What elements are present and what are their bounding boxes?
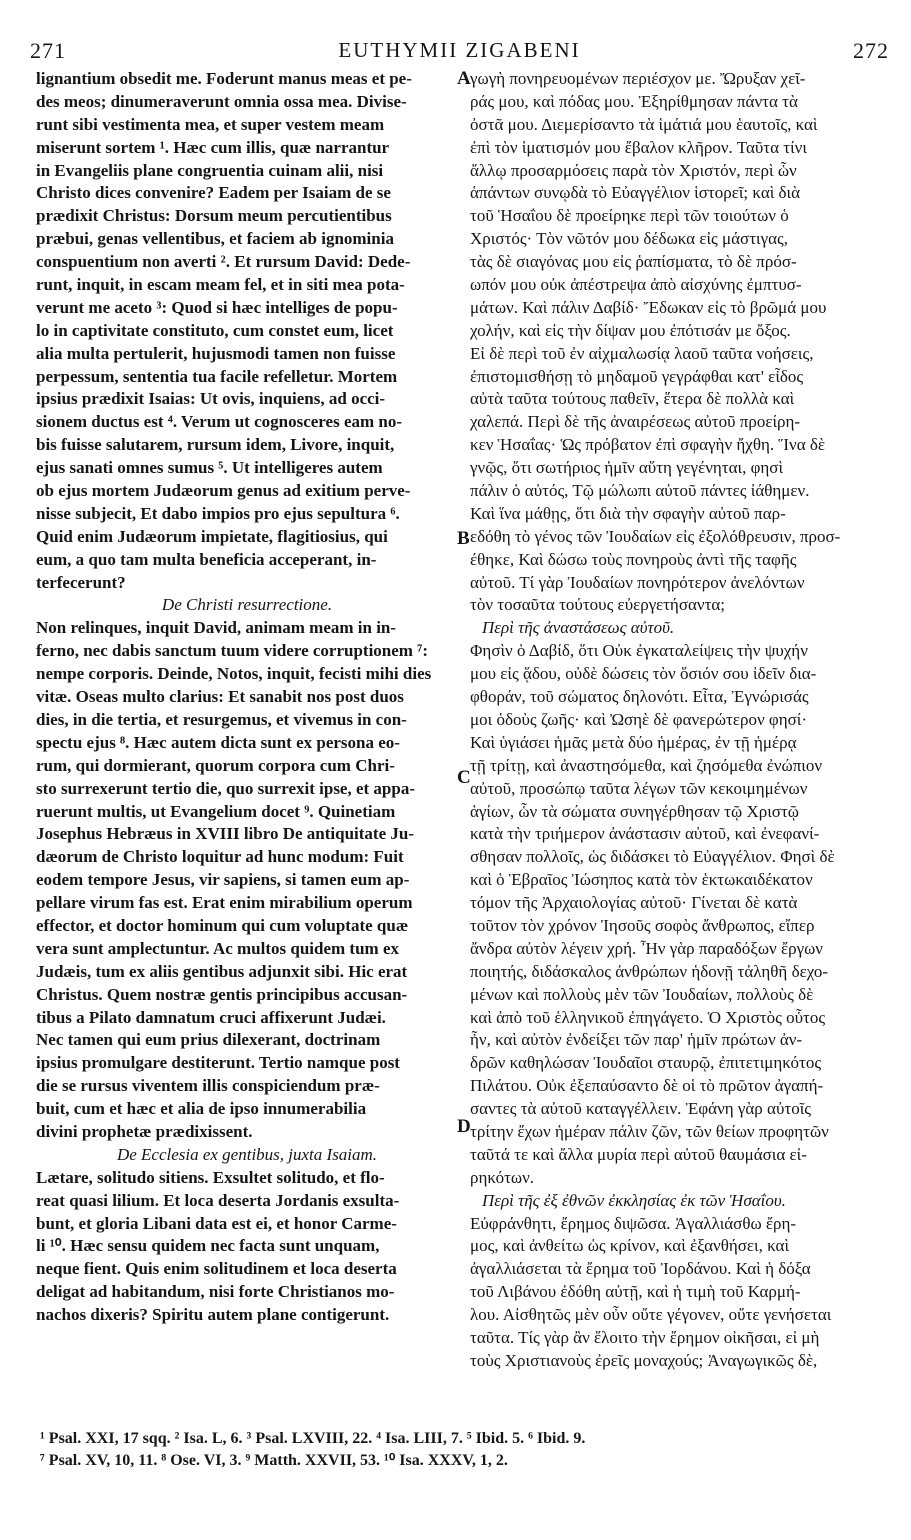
text-line: πάλιν ὁ αὐτός, Τῷ μώλωπι αὐτοῦ πάντες ἰάθημεν.: [470, 481, 810, 501]
text-line: bunt, et gloria Libani data est ei, et honor Carme-: [36, 1213, 397, 1233]
greek-column: [470, 68, 902, 1373]
text-line: Josephus Hebræus in XVIII libro De antiquitate Ju-: [36, 824, 415, 844]
text-line: dæorum de Christo loquitur ad hunc modum: Fuit: [36, 847, 404, 867]
text-line: des meos; dinumeraverunt omnia ossa mea. Divise-: [36, 91, 407, 111]
text-line: ἀγαλλιάσεται τὰ ἔρημα τοῦ Ἰορδάνου. Καὶ ἡ δόξα: [470, 1259, 811, 1279]
text-line: αὐτοῦ, προσώπῳ ταῦτα λέγων τῶν κεκοιμημένων: [470, 778, 808, 798]
text-line: sto surrexerunt tertio die, quo surrexit ipse, et appa-: [36, 778, 416, 798]
text-line: tibus a Pilato damnatum cruci affixerunt Judæi.: [36, 1007, 386, 1027]
text-line: lo in captivitate constituto, cum constet eum, licet: [36, 320, 394, 340]
text-line: alia multa pertulerit, hujusmodi tamen non fuisse: [36, 343, 396, 363]
text-line: die se rursus viventem illis conspiciendum præ-: [36, 1076, 380, 1096]
margin-marker-d: D: [457, 1116, 471, 1137]
text-line: li ¹⁰. Hæc sensu quidem nec facta sunt unquam,: [36, 1236, 380, 1256]
text-line: eum, a quo tam multa beneficia acceperant, in-: [36, 549, 377, 569]
text-line: ὀστᾶ μου. Διεμερίσαντο τὰ ἱμάτιά μου ἑαυτοῖς, καὶ: [470, 114, 818, 134]
text-line: δρῶν καθηλώσαν Ἰουδαῖοι σταυρῷ, ἐπιτετιμηκότος: [470, 1053, 822, 1073]
text-line: μοι ὁδοὺς ζωῆς· καὶ Ὠσηὲ δὲ φανερώτερον φησί·: [470, 709, 807, 729]
text-line: τοῦ Λιβάνου ἐδόθη αὐτῇ, καὶ ἡ τιμὴ τοῦ Καρμή-: [470, 1282, 801, 1302]
text-line: ruerunt multis, ut Evangelium docet ⁹. Quinetiam: [36, 801, 396, 821]
text-line: γωγὴ πονηρευομένων περιέσχον με. Ὤρυξαν χεῖ-: [470, 69, 806, 88]
text-line: perpessum, sententia tua facile refelletur. Mortem: [36, 366, 398, 386]
text-line: buit, cum et hæc et alia de ipso innumerabilia: [36, 1099, 367, 1119]
text-line: verunt me aceto ³: Quod si hæc intelliges de popu-: [36, 297, 398, 317]
margin-marker-c: C: [457, 767, 471, 788]
right-page-number: 272: [853, 38, 889, 63]
text-line: Χριστός· Τὸν νῶτόν μου δέδωκα εἰς μάστιγας,: [470, 229, 789, 249]
text-line: έθηκε, Καὶ δώσω τοὺς πονηροὺς ἀντὶ τῆς ταφῆς: [470, 549, 797, 569]
section-heading-resurrection: De Christi resurrectione.: [161, 595, 333, 615]
margin-marker-a: A: [457, 68, 471, 89]
text-line: τρίτην ἔχων ἡμέραν πάλιν ζῶν, τῶν θείων προφητῶν: [470, 1121, 829, 1141]
footnote-line: ⁷ Psal. XV, 10, 11. ⁸ Ose. VI, 3. ⁹ Matth. XXVII, 53. ¹⁰ Isa. XXXV, 1, 2.: [40, 1452, 508, 1469]
text-line: Φησὶν ὁ Δαβίδ, ὅτι Οὐκ ἐγκαταλείψεις τὴν ψυχήν: [470, 641, 808, 661]
text-line: spectu ejus ⁸. Hæc autem dicta sunt ex persona eo-: [36, 732, 400, 752]
section-heading-ecclesia: Περὶ τῆς ἐξ ἐθνῶν ἐκκλησίας ἐκ τῶν Ἡσαΐου.: [482, 1190, 786, 1210]
text-line: καὶ ἀπὸ τοῦ ἑλληνικοῦ ἐπηγάγετο. Ὁ Χριστὸς οὗτος: [470, 1007, 826, 1027]
latin-column: [36, 68, 458, 1327]
text-line: κατὰ τὴν τριήμερον ἀνάστασιν αὐτοῦ, καὶ ἐνεφανί-: [470, 824, 820, 844]
text-line: Πιλάτου. Οὐκ ἐξεπαύσαντο δὲ οἱ τὸ πρῶτον ἀγαπή-: [470, 1076, 824, 1096]
text-line: dies, in die tertia, et resurgemus, et vivemus in con-: [36, 709, 407, 729]
running-title: EUTHYMII ZIGABENI: [338, 38, 581, 62]
text-line: reat quasi lilium. Et loca deserta Jordanis exsulta-: [36, 1190, 400, 1210]
text-line: deligat ad habitandum, nisi forte Christianos mo-: [36, 1282, 395, 1302]
text-line: ipsius prædixit Isaias: Ut ovis, inquiens, ad occi-: [36, 389, 386, 409]
text-line: τὸν τοσαῦτα τούτους εὐεργετήσαντα;: [470, 595, 726, 615]
margin-marker-b: B: [457, 528, 470, 549]
text-line: ἦν, καὶ αὐτὸν ἐνδείξει τῶν παρ' ἡμῖν πρώτων ἀν-: [470, 1030, 803, 1050]
text-line: Lætare, solitudo sitiens. Exsultet solitudo, et flo-: [36, 1167, 385, 1187]
section-heading-resurrection: Περὶ τῆς ἀναστάσεως αὐτοῦ.: [482, 618, 675, 638]
footnote-line: ¹ Psal. XXI, 17 sqq. ² Isa. L, 6. ³ Psal. LXVIII, 22. ⁴ Isa. LIII, 7. ⁵ Ibid. 5. ⁶ Ibid. 9.: [40, 1430, 586, 1447]
text-line: conspuentium non averti ². Et rursum David: Dede-: [36, 252, 411, 272]
section-heading-ecclesia: De Ecclesia ex gentibus, juxta Isaiam.: [116, 1144, 378, 1164]
text-line: rum, qui dormierant, quorum corpora cum Chri-: [36, 755, 395, 775]
text-line: Non relinques, inquit David, animam meam in in-: [36, 618, 397, 638]
text-line: Christus. Quem nostræ gentis principibus accusan-: [36, 984, 408, 1004]
text-line: εδόθη τὸ γένος τῶν Ἰουδαίων εἰς ἐξολόθρευσιν, προσ-: [470, 526, 841, 546]
text-line: αὐτὰ ταῦτα τούτους παθεῖν, ἕτερα δὲ πολλὰ καὶ: [470, 389, 795, 409]
text-line: Quid enim Judæorum impietate, flagitiosius, qui: [36, 526, 388, 546]
text-line: lignantium obsedit me. Foderunt manus meas et pe-: [36, 69, 412, 88]
text-line: λου. Αἰσθητῶς μὲν οὖν οὔτε γέγονεν, οὔτε γενήσεται: [470, 1305, 832, 1325]
text-line: pellare virum fas est. Erat enim mirabilium operum: [36, 893, 413, 913]
text-line: vitæ. Oseas multo clarius: Et sanabit nos post duos: [36, 687, 404, 707]
text-line: κεν Ἡσαΐας· Ὡς πρόβατον ἐπὶ σφαγὴν ἤχθη. Ἵνα δὲ: [470, 435, 825, 455]
text-line: μένων καὶ πολλοὺς μὲν τῶν Ἰουδαίων, πολλοὺς δὲ: [470, 984, 814, 1004]
text-line: ἄνδρα αὐτὸν λέγειν χρή. Ἦν γὰρ παραδόξων ἔργων: [470, 938, 823, 958]
text-line: prædixit Christus: Dorsum meum percutientibus: [36, 206, 392, 226]
text-line: ἁγίων, ὧν τὰ σώματα συνηγέρθησαν τῷ Χριστῷ: [470, 801, 799, 821]
text-line: Καὶ ἵνα μάθῃς, ὅτι διὰ τὴν σφαγὴν αὐτοῦ παρ-: [470, 503, 786, 523]
text-line: τόμον τῆς Ἀρχαιολογίας αὐτοῦ· Γίνεται δὲ κατὰ: [470, 893, 798, 913]
text-line: Nec tamen qui eum prius dilexerant, doctrinam: [36, 1030, 381, 1050]
text-line: μου εἰς ᾅδου, οὐδὲ δώσεις τὸν ὅσιόν σου ἰδεῖν δια-: [470, 664, 817, 684]
text-line: τῇ τρίτῃ, καὶ ἀναστησόμεθα, καὶ ζησόμεθα ἐνώπιον: [470, 755, 823, 775]
text-line: αὐτοῦ. Τί γὰρ Ἰουδαίων πονηρότερον ἀνελόντων: [470, 572, 805, 592]
text-line: ipsius promulgare destiterunt. Tertio namque post: [36, 1053, 400, 1073]
text-line: præbui, genas vellentibus, et faciem ab ignominia: [36, 229, 394, 249]
text-line: γνῷς, ὅτι σωτήριος ἡμῖν αὕτη γεγένηται, φησὶ: [470, 458, 784, 478]
text-line: ταῦτά τε καὶ ἄλλα μυρία περὶ αὐτοῦ θαυμάσια εἰ-: [470, 1144, 807, 1164]
text-line: terfecerunt?: [36, 572, 126, 592]
text-line: neque fient. Quis enim solitudinem et loca deserta: [36, 1259, 397, 1279]
text-line: Καὶ ὑγιάσει ἡμᾶς μετὰ δύο ἡμέρας, ἐν τῇ ἡμέρᾳ: [470, 732, 797, 752]
text-line: μάτων. Καὶ πάλιν Δαβίδ· Ἔδωκαν εἰς τὸ βρῶμά μου: [470, 297, 827, 317]
text-line: nempe corporis. Deinde, Notos, inquit, fecisti mihi dies: [36, 664, 432, 684]
text-line: τοῦτον τὸν χρόνον Ἰησοῦς σοφὸς ἄνθρωπος, εἴπερ: [470, 915, 815, 935]
text-line: χαλεπά. Περὶ δὲ τῆς ἀναιρέσεως αὐτοῦ προείρη-: [470, 412, 801, 432]
text-line: Εἰ δὲ περὶ τοῦ ἐν αἰχμαλωσίᾳ λαοῦ ταῦτα νοήσεις,: [470, 343, 814, 363]
text-line: ράς μου, καὶ πόδας μου. Ἐξηρίθμησαν πάντα τὰ: [470, 91, 798, 111]
text-line: effector, et doctor hominum qui cum voluptate quæ: [36, 915, 409, 935]
text-line: ἄλλῳ προσαρμόσεις παρὰ τὸν Χριστόν, περὶ ὧν: [470, 160, 797, 180]
text-line: nisse subjecit, Et dabo impios pro ejus sepultura ⁶.: [36, 503, 400, 523]
text-line: vera sunt amplectuntur. Ac multos quidem tum ex: [36, 938, 399, 958]
left-page-number: 271: [30, 38, 66, 63]
text-line: nachos dixeris? Spiritu autem plane contigerunt.: [36, 1305, 390, 1325]
text-line: in Evangeliis plane congruentia cuinam alii, nisi: [36, 160, 384, 180]
text-line: eodem tempore Jesus, vir sapiens, si tamen eum ap-: [36, 870, 410, 890]
text-line: ταῦτα. Τίς γὰρ ἂν ἕλοιτο τὴν ἔρημον οἰκῆσαι, εἰ μὴ: [470, 1327, 820, 1347]
text-line: ob ejus mortem Judæorum genus ad exitium perve-: [36, 481, 411, 501]
text-line: σαντες τὰ αὐτοῦ καταγγέλλειν. Ἐφάνη γὰρ αὐτοῖς: [470, 1099, 812, 1119]
footnotes: [40, 1428, 900, 1472]
text-line: divini prophetæ prædixissent.: [36, 1121, 253, 1141]
text-line: ferno, nec dabis sanctum tuum videre corruptionem ⁷:: [36, 641, 428, 661]
text-line: τοῦ Ἡσαΐου δὲ προείρηκε περὶ τῶν τοιούτων ὁ: [470, 206, 789, 226]
text-line: ἐπὶ τὸν ἱματισμόν μου ἔβαλον κλῆρον. Ταῦτα τίνι: [470, 137, 807, 157]
text-line: Christo dices convenire? Eadem per Isaiam de se: [36, 183, 391, 203]
text-line: sionem ductus est ⁴. Verum ut cognosceres eam no-: [36, 412, 403, 432]
text-line: runt, inquit, in escam meam fel, et in siti mea pota-: [36, 275, 405, 295]
running-header: [30, 38, 889, 64]
text-line: ἁπάντων συνῳδὰ τὸ Εὐαγγέλιον ἱστορεῖ; καὶ διὰ: [470, 183, 801, 203]
text-line: ejus sanati omnes sumus ⁵. Ut intelligeres autem: [36, 458, 383, 478]
text-line: μος, καὶ ἀνθείτω ὡς κρίνον, καὶ ἐξανθήσει, καὶ: [470, 1236, 790, 1256]
text-line: ωπόν μου οὐκ ἀπέστρεψα ἀπὸ αἰσχύνης ἐμπτυσ-: [470, 275, 802, 295]
text-line: ρηκότων.: [470, 1167, 535, 1187]
text-line: τοὺς Χριστιανοὺς ἐρεῖς μοναχούς; Ἀναγωγικῶς δὲ,: [470, 1350, 818, 1370]
text-line: καὶ ὁ Ἑβραῖος Ἰώσηπος κατὰ τὸν ἑκτωκαιδέκατον: [470, 870, 813, 890]
text-line: ἐπιστομισθήσῃ τὸ μηδαμοῦ γεγράφθαι κατ' εἶδος: [470, 366, 804, 386]
text-line: Judæis, tum ex aliis gentibus adjunxit sibi. Hic erat: [36, 961, 408, 981]
text-line: ποιητής, διδάσκαλος ἀνθρώπων ἡδονῇ τἀληθῆ δεχο-: [470, 961, 829, 981]
text-line: φθοράν, τοῦ σώματος δηλονότι. Εἶτα, Ἐγνώρισάς: [470, 687, 809, 707]
text-line: bis fuisse salutarem, rursum idem, Livore, inquit,: [36, 435, 395, 455]
text-line: χολήν, καὶ εἰς τὴν δίψαν μου ἐπότισάν με ὄξος.: [470, 320, 791, 340]
text-line: miserunt sortem ¹. Hæc cum illis, quæ narrantur: [36, 137, 390, 157]
text-line: τὰς δὲ σιαγόνας μου εἰς ῥαπίσματα, τὸ δὲ πρόσ-: [470, 252, 797, 272]
text-line: Εὐφράνθητι, ἔρημος διψῶσα. Ἀγαλλιάσθω ἔρη-: [470, 1213, 797, 1233]
text-line: runt sibi vestimenta mea, et super vestem meam: [36, 114, 385, 134]
text-line: σθησαν πολλοῖς, ὡς διδάσκει τὸ Εὐαγγέλιον. Φησὶ δὲ: [470, 847, 835, 867]
